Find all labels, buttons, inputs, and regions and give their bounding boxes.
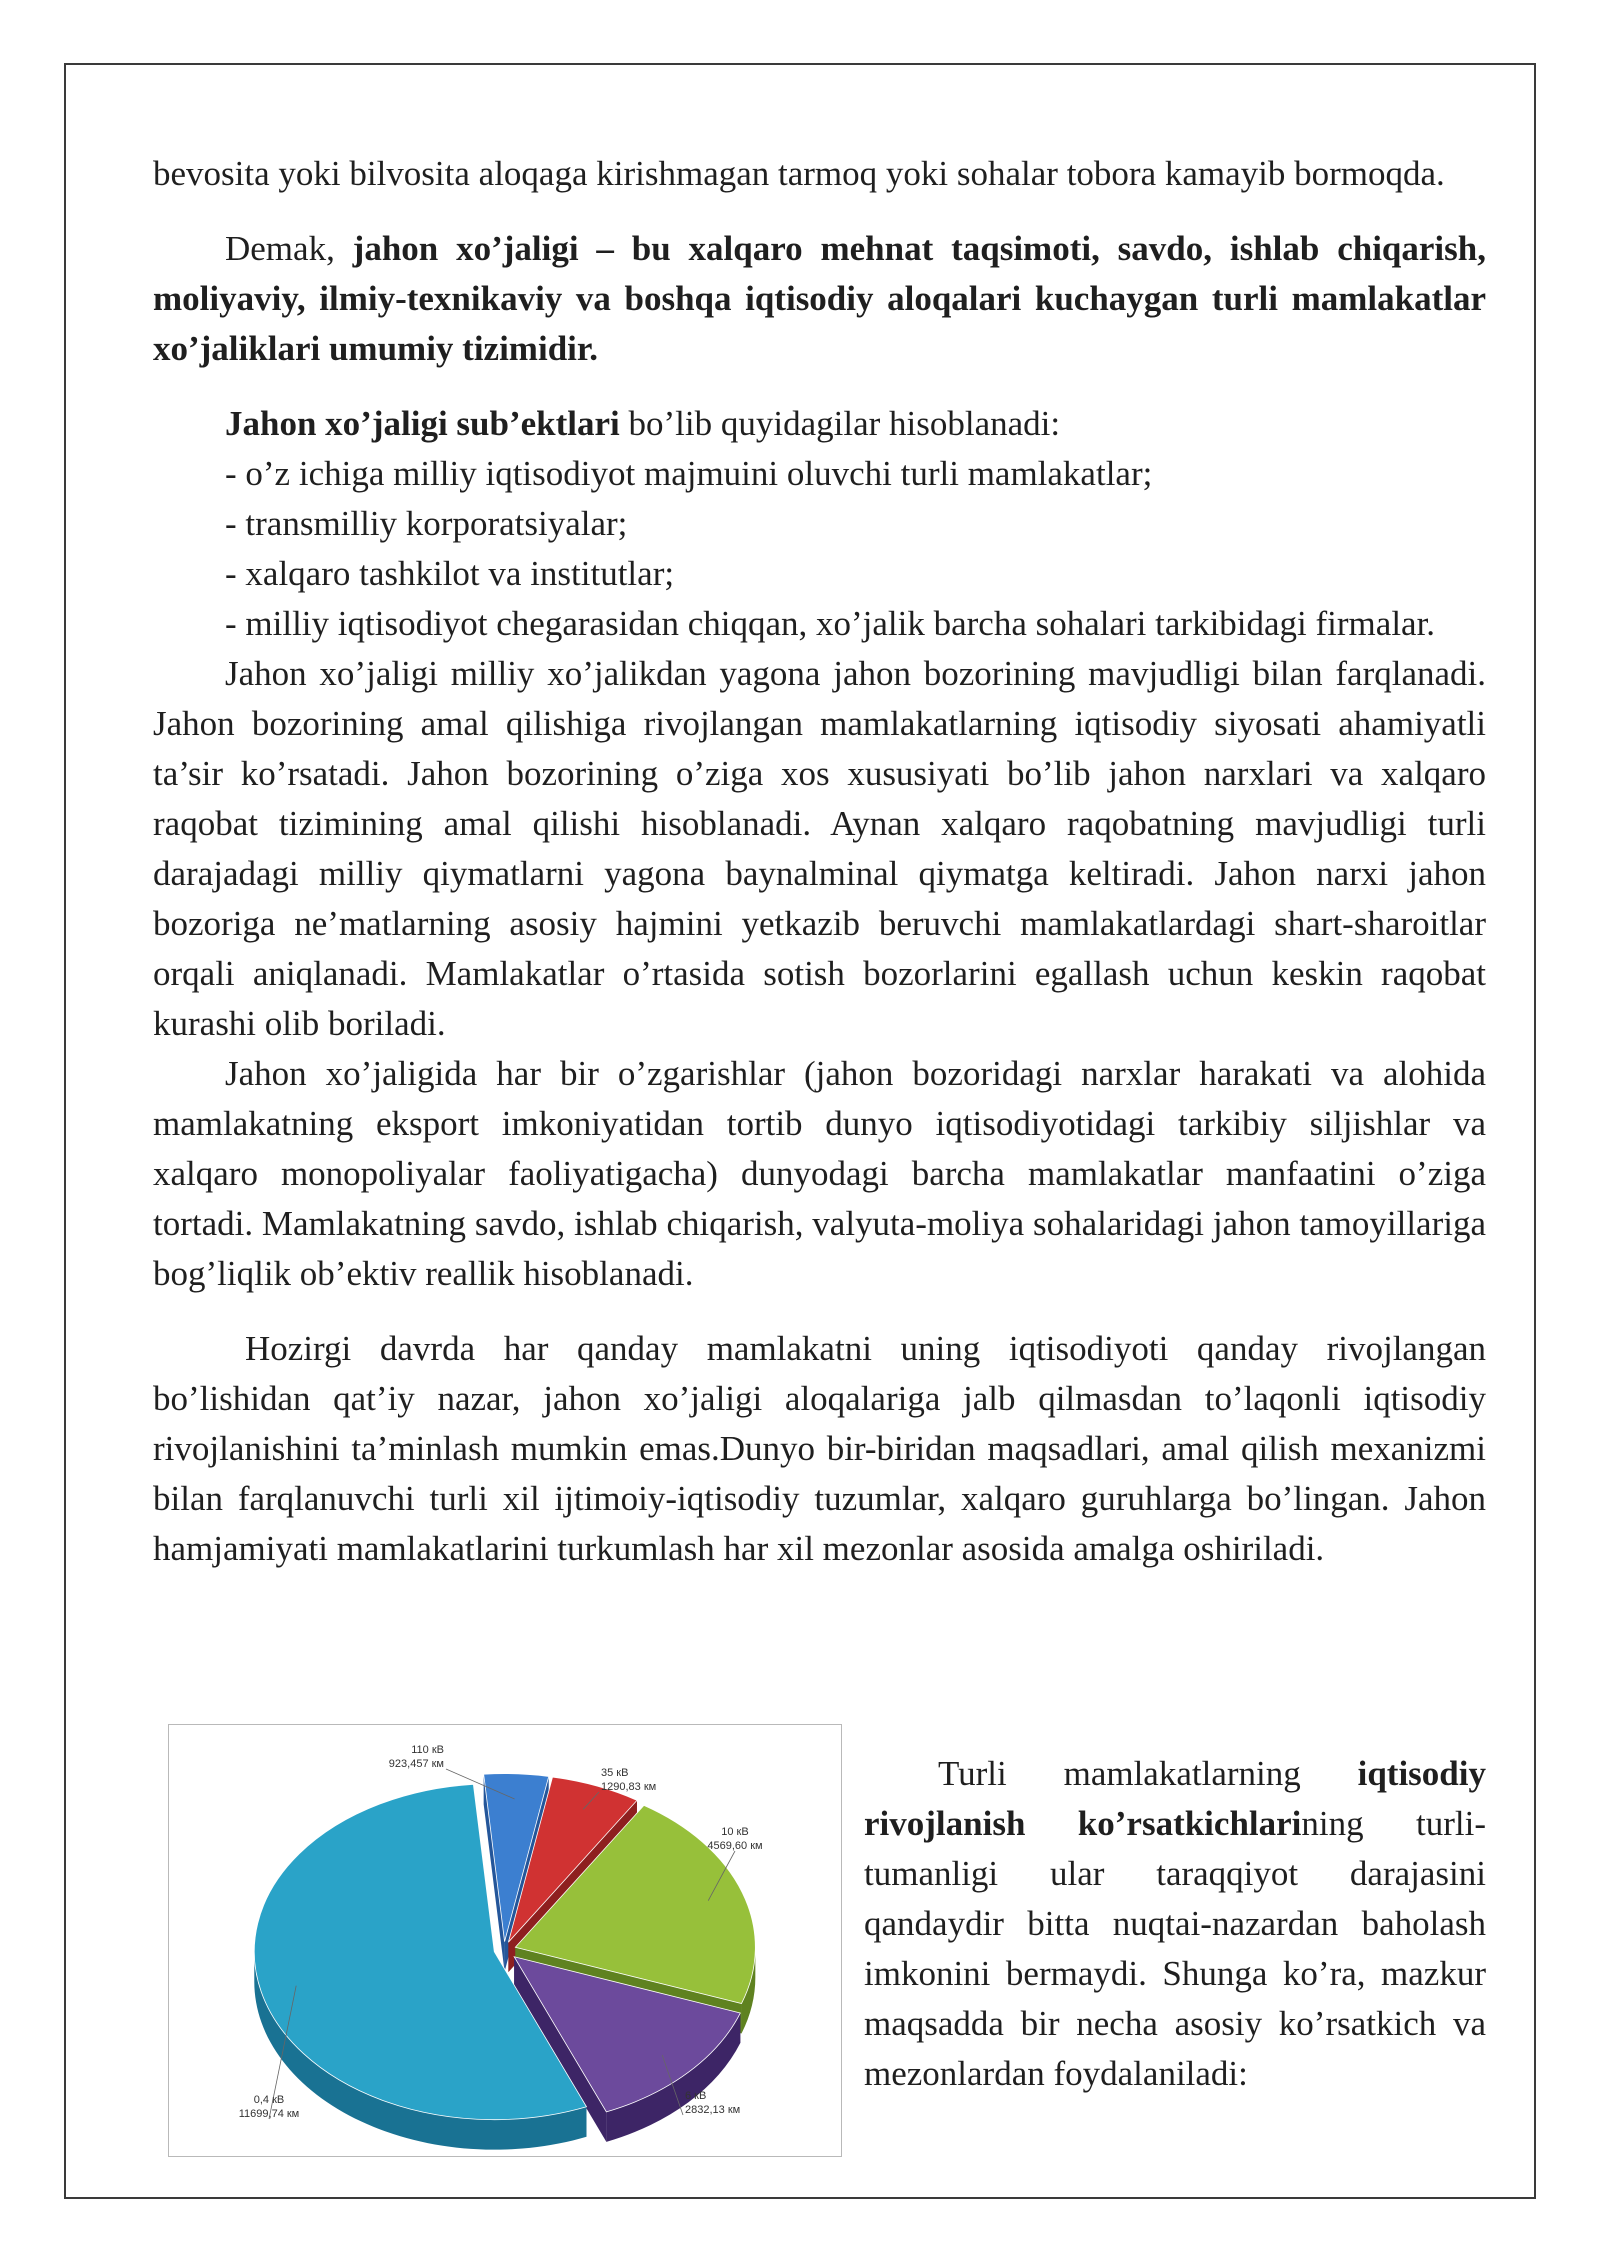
side-lead: Turli mamlakatlarning (938, 1754, 1358, 1793)
subjects-bold: Jahon xo’jaligi sub’ektlari (225, 404, 620, 443)
list-item: - o’z ichiga milliy iqtisodiyot majmuini oluvchi turli mamlakatlar; (225, 454, 1153, 493)
pie-chart-figure (168, 1724, 842, 2157)
paragraph-world-market: Jahon xo’jaligi milliy xo’jalikdan yagona jahon bozorining mavjudligi bilan farqlanadi. Jahon bozorining amal qilishiga rivojlangan mamlakatlarning iqtisodiy siyosati ahamiyatli ta’sir ko’rsatadi. Jahon bozorining o’ziga xos xususiyati bo’lib jahon narxlari va xalqaro raqobat tizimining amal qilishi hisoblanadi. Aynan xalqaro raqobatning mavjudligi turli darajadagi milliy qiymatlarni yagona baynalminal qiymatga keltiradi. Jahon narxi jahon bozoriga ne’matlarning asosiy hajmini yetkazib beruvchi mamlakatlardagi shart-sharoitlar orqali aniqlanadi. Mamlakatlar o’rtasida sotish bozorlarini egallash uchun keskin raqobat kurashi olib boriladi. (153, 654, 1486, 1043)
data-label: 110 кВ (411, 1744, 444, 1756)
data-label: 11699,74 км (238, 2108, 300, 2120)
pie-chart (169, 1725, 843, 2158)
side-text (864, 1749, 1486, 2099)
definition-bold: jahon xo’jaligi – bu xalqaro mehnat taqsimoti, savdo, ishlab chiqarish, moliyaviy, ilmiy-texnikaviy va boshqa iqtisodiy aloqalari kuchaygan turli mamlakatlar xo’jaliklari umumiy tizimidir. (153, 229, 1486, 368)
side-paragraph (864, 1749, 1486, 2099)
list-item: - transmilliy korporatsiyalar; (225, 504, 628, 543)
subjects-heading (153, 399, 1486, 449)
side-bold: iqtisodiy rivojlanish ko’rsatkichlari (864, 1754, 1486, 1843)
data-label: 2832,13 км (685, 2104, 741, 2116)
data-label: 0,4 кВ (253, 2094, 285, 2106)
list-item: - milliy iqtisodiyot chegarasidan chiqqan, xo’jalik barcha sohalari tarkibidagi firmalar. (225, 604, 1436, 643)
list-item: - xalqaro tashkilot va institutlar; (225, 554, 675, 593)
definition-paragraph (153, 224, 1486, 374)
data-label: 1290,83 км (601, 1781, 657, 1793)
side-rest: ning turli-tumanligi ular taraqqiyot darajasini qandaydir bitta nuqtai-nazardan baholash imkonini bermaydi. Shunga ko’ra, mazkur maqsadda bir necha asosiy ko’rsatkich va mezonlardan foydalaniladi: (864, 1804, 1486, 2093)
data-label: 923,457 км (388, 1758, 444, 1770)
data-label: 10 кВ (721, 1826, 749, 1838)
paragraph-present: Hozirgi davrda har qanday mamlakatni uning iqtisodiyoti qanday rivojlangan bo’lishidan qat’iy nazar, jahon xo’jaligi aloqalariga jalb qilmasdan to’laqonli iqtisodiy rivojlanishini ta’minlash mumkin emas.Dunyo bir-biridan maqsadlari, amal qilish mexanizmi bilan farqlanuvchi turli xil ijtimoiy-iqtisodiy tuzumlar, xalqaro guruhlarga bo’lingan. Jahon hamjamiyati mamlakatlarini turkumlash har xil mezonlar asosida amalga oshiriladi. (153, 1329, 1486, 1568)
body-text (153, 149, 1486, 1574)
data-label: 35 кВ (601, 1767, 629, 1779)
data-label: 4569,60 км (707, 1840, 763, 1852)
paragraph-continuation: bevosita yoki bilvosita aloqaga kirishmagan tarmoq yoki sohalar tobora kamayib bormoqda. (153, 154, 1445, 193)
subjects-rest: bo’lib quyidagilar hisoblanadi: (619, 404, 1061, 443)
definition-lead: Demak, (225, 229, 353, 268)
data-label: 6 кВ (685, 2090, 707, 2102)
paragraph-changes: Jahon xo’jaligida har bir o’zgarishlar (jahon bozoridagi narxlar harakati va alohida mamlakatning eksport imkoniyatidan tortib dunyo iqtisodiyotidagi tarkibiy siljishlar va xalqaro monopoliyalar faoliyatigacha) dunyodagi barcha mamlakatlar manfaatini o’ziga tortadi. Mamlakatning savdo, ishlab chiqarish, valyuta-moliya sohalaridagi jahon tamoyillariga bog’liqlik ob’ektiv reallik hisoblanadi. (153, 1054, 1486, 1293)
